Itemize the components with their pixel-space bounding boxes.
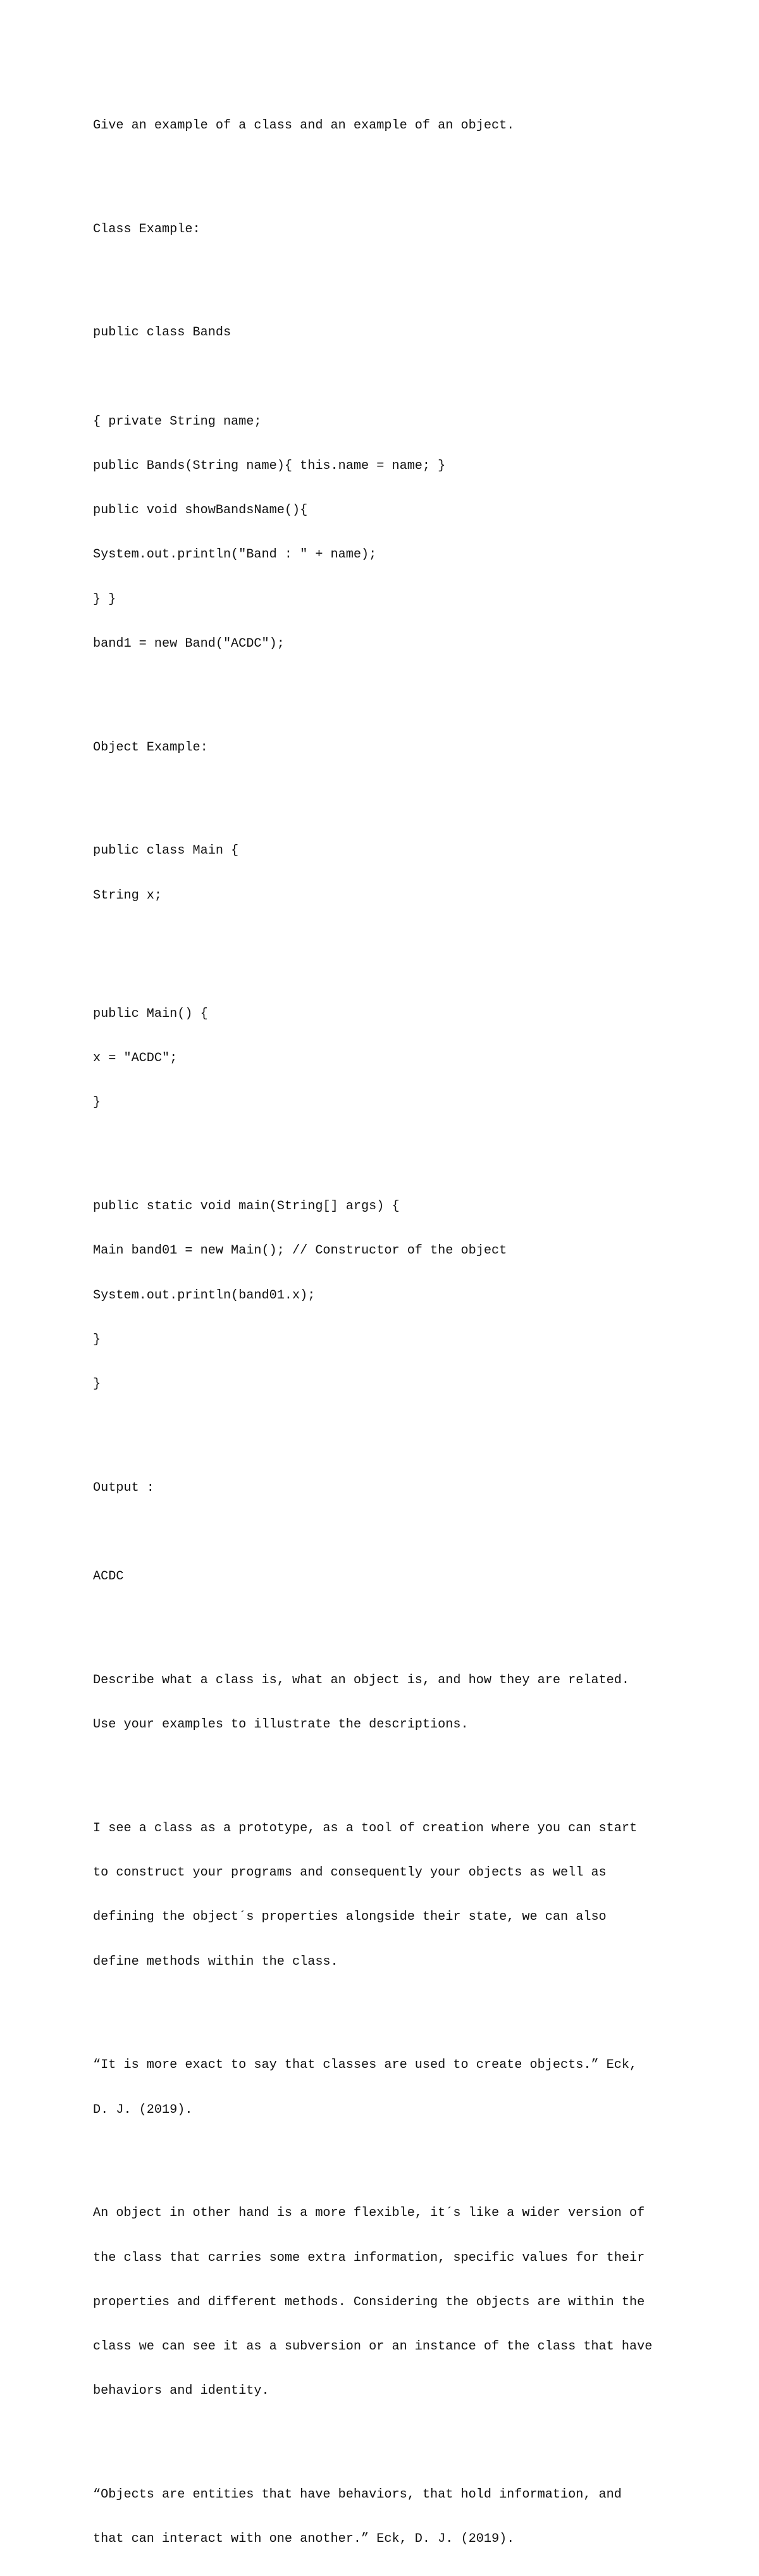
spacer [93, 1525, 725, 1540]
class-code-line: } } [93, 592, 116, 607]
paragraph-2-line: the class that carries some extra information, specific values for their [93, 2250, 645, 2265]
quote-1-line: “It is more exact to say that classes are used to create objects.” Eck, [93, 2058, 638, 2073]
spacer [93, 1140, 725, 1155]
object-code-line: x = "ACDC"; [93, 1051, 178, 1066]
paragraph-2-line: class we can see it as a subversion or an instance of the class that have [93, 2339, 653, 2355]
quote-2-line: “Objects are entities that have behaviors, that hold information, and [93, 2487, 622, 2503]
object-code-line: public class Main { [93, 843, 239, 859]
paragraph-1-line: define methods within the class. [93, 1954, 338, 1969]
spacer [93, 1614, 725, 1628]
object-code-line: } [93, 1332, 101, 1347]
object-code-line: String x; [93, 888, 163, 903]
paragraph-1-line: defining the object´s properties alongside their state, we can also [93, 1910, 607, 1925]
question-1: Give an example of a class and an example of an object. [93, 118, 515, 133]
quote-1-line: D. J. (2019). [93, 2102, 193, 2117]
object-code-line: Main band01 = new Main(); // Constructor of the object [93, 1243, 507, 1259]
spacer [93, 1999, 725, 2013]
paragraph-2-line: behaviors and identity. [93, 2384, 269, 2399]
spacer [93, 785, 725, 799]
spacer [93, 370, 725, 385]
object-example-heading: Object Example: [93, 740, 208, 755]
paragraph-1-line: to construct your programs and consequently your objects as well as [93, 1865, 607, 1881]
spacer [93, 2428, 725, 2442]
object-code-line: public Main() { [93, 1006, 208, 1021]
question-2-line: Describe what a class is, what an object is, and how they are related. [93, 1672, 630, 1688]
class-code-line: band1 = new Band("ACDC"); [93, 636, 285, 651]
object-code-line: } [93, 1095, 101, 1111]
class-code-line: public Bands(String name){ this.name = name; } [93, 459, 446, 474]
paragraph-2-line: An object in other hand is a more flexible, it´s like a wider version of [93, 2206, 645, 2221]
spacer [93, 1762, 725, 1776]
class-code-line: System.out.println("Band : " + name); [93, 547, 377, 563]
object-code-line: } [93, 1376, 101, 1391]
class-code-line: public class Bands [93, 325, 231, 340]
spacer [93, 266, 725, 281]
spacer [93, 933, 725, 962]
paragraph-1-line: I see a class as a prototype, as a tool of creation where you can start [93, 1820, 638, 1836]
spacer [93, 2147, 725, 2162]
output-heading: Output : [93, 1480, 154, 1495]
question-2-line: Use your examples to illustrate the descriptions. [93, 1717, 469, 1733]
class-code-line: { private String name; [93, 414, 262, 429]
class-code-line: public void showBandsName(){ [93, 503, 308, 518]
quote-2-line: that can interact with one another.” Eck, D. J. (2019). [93, 2532, 515, 2547]
object-code-line: System.out.println(band01.x); [93, 1288, 316, 1303]
spacer [93, 1421, 725, 1436]
paragraph-2-line: properties and different methods. Considering the objects are within the [93, 2294, 645, 2310]
spacer [93, 681, 725, 695]
class-example-heading: Class Example: [93, 221, 201, 237]
document-body [93, 89, 725, 2576]
output-value: ACDC [93, 1569, 124, 1584]
spacer [93, 163, 725, 177]
object-code-line: public static void main(String[] args) { [93, 1199, 400, 1214]
